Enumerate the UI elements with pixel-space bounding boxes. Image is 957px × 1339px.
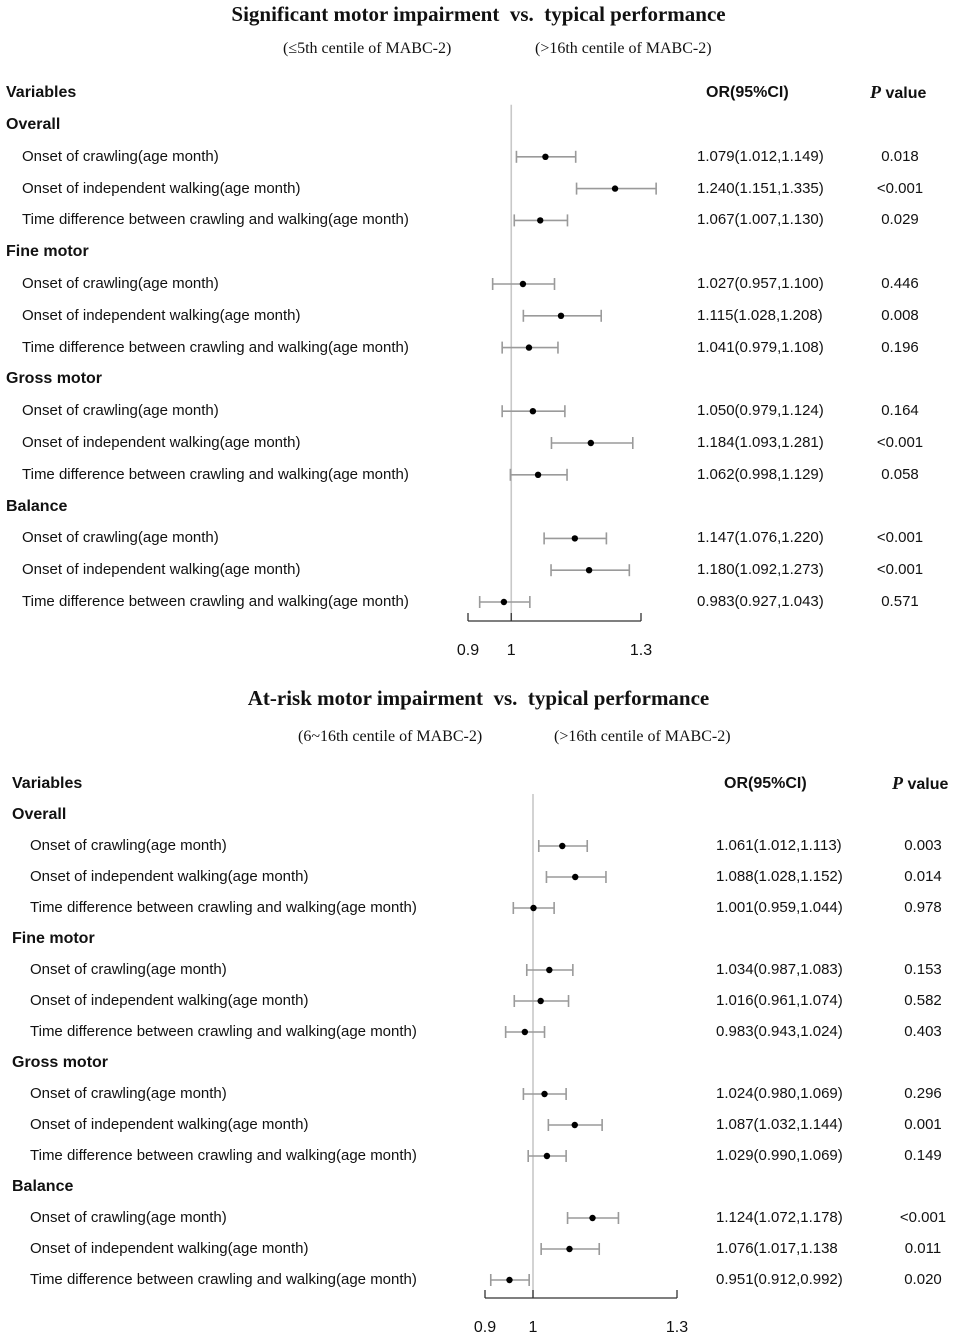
p-value: 0.164 [881, 402, 919, 420]
variable-label: Time difference between crawling and walking(age month) [30, 1271, 417, 1288]
p-value: 0.153 [904, 961, 942, 978]
p-value: 0.571 [881, 593, 919, 610]
odds-ratio-point [589, 1215, 595, 1221]
odds-ratio-point [530, 905, 536, 911]
group-heading-fine-motor: Fine motor [12, 930, 95, 947]
variable-label: Time difference between crawling and walking(age month) [30, 1147, 417, 1164]
p-value-suffix: value [881, 85, 927, 102]
p-value-suffix: value [903, 776, 949, 793]
column-header-variables: Variables [6, 84, 77, 101]
or-ci-value: 1.027(0.957,1.100) [697, 275, 824, 292]
p-italic: P [870, 82, 881, 102]
variable-label: Onset of independent walking(age month) [30, 868, 309, 885]
p-value: 0.003 [904, 837, 942, 854]
or-ci-value: 1.076(1.017,1.138 [716, 1240, 838, 1257]
p-value: <0.001 [899, 1209, 947, 1226]
p-value: 0.403 [904, 1023, 942, 1040]
x-tick-label: 1 [528, 1319, 538, 1336]
p-value: 0.014 [904, 868, 942, 885]
p-value: 0.978 [904, 899, 942, 916]
or-ci-value: 0.983(0.927,1.043) [697, 593, 824, 610]
odds-ratio-point [572, 874, 578, 880]
or-ci-value: 1.067(1.007,1.130) [697, 211, 824, 229]
or-ci-value: 1.034(0.987,1.083) [716, 961, 843, 978]
or-ci-value: 1.024(0.980,1.069) [716, 1085, 843, 1102]
or-ci-value: 1.062(0.998,1.129) [697, 465, 824, 483]
variable-label: Time difference between crawling and walking(age month) [22, 338, 409, 356]
column-header-or-ci: OR(95%CI) [706, 84, 789, 101]
p-value: 0.018 [881, 147, 919, 165]
variable-label: Onset of independent walking(age month) [22, 179, 301, 197]
p-value: 0.582 [904, 992, 942, 1009]
group-heading-overall: Overall [6, 116, 61, 133]
x-tick-label: 1.3 [665, 1319, 689, 1336]
or-ci-value: 0.951(0.912,0.992) [716, 1271, 843, 1288]
or-ci-value: 1.240(1.151,1.335) [697, 179, 824, 197]
or-ci-value: 1.147(1.076,1.220) [697, 529, 824, 547]
or-ci-value: 1.087(1.032,1.144) [716, 1116, 843, 1133]
or-ci-value: 1.050(0.979,1.124) [697, 402, 824, 420]
p-value: 0.058 [881, 465, 919, 483]
or-ci-value: 1.016(0.961,1.074) [716, 992, 843, 1009]
p-value: 0.011 [904, 1240, 942, 1257]
or-ci-value: 1.029(0.990,1.069) [716, 1147, 843, 1164]
x-tick-label: 1 [506, 642, 516, 659]
variable-label: Onset of independent walking(age month) [22, 306, 301, 324]
variable-label: Onset of crawling(age month) [30, 837, 227, 854]
or-ci-value: 1.115(1.028,1.208) [697, 306, 823, 324]
odds-ratio-point [566, 1246, 572, 1252]
variable-label: Onset of crawling(age month) [30, 1209, 227, 1226]
variable-label: Time difference between crawling and walking(age month) [22, 211, 409, 229]
variable-label: Time difference between crawling and walking(age month) [22, 465, 409, 483]
or-ci-value: 1.041(0.979,1.108) [697, 338, 824, 356]
or-ci-value: 1.180(1.092,1.273) [697, 561, 824, 579]
column-header-or-ci: OR(95%CI) [724, 775, 807, 792]
group-heading-gross-motor: Gross motor [12, 1054, 109, 1071]
p-value: 0.008 [881, 306, 919, 324]
p-value: 0.196 [881, 338, 919, 356]
p-value: 0.020 [904, 1271, 942, 1288]
variable-label: Onset of independent walking(age month) [30, 992, 309, 1009]
variable-label: Onset of crawling(age month) [30, 961, 227, 978]
variable-label: Onset of independent walking(age month) [22, 434, 301, 451]
group-heading-balance: Balance [12, 1178, 74, 1195]
variable-label: Onset of crawling(age month) [22, 402, 219, 420]
or-ci-value: 1.124(1.072,1.178) [716, 1209, 843, 1226]
variable-label: Onset of crawling(age month) [30, 1085, 227, 1102]
odds-ratio-point [544, 1153, 550, 1159]
p-value: <0.001 [876, 561, 924, 579]
or-ci-value: 1.061(1.012,1.113) [716, 837, 842, 854]
odds-ratio-point [546, 967, 552, 973]
odds-ratio-point [541, 1091, 547, 1097]
reference-group-label: (>16th centile of MABC-2) [535, 40, 712, 57]
chart-title: At-risk motor impairment vs. typical performance [247, 686, 710, 710]
p-value: <0.001 [876, 179, 924, 197]
x-tick-label: 0.9 [456, 642, 480, 659]
variable-label: Time difference between crawling and walking(age month) [30, 899, 417, 916]
or-ci-value: 1.079(1.012,1.149) [697, 147, 824, 165]
p-value: 0.149 [904, 1147, 942, 1164]
or-ci-value: 1.184(1.093,1.281) [697, 434, 824, 451]
variable-label: Time difference between crawling and walking(age month) [30, 1023, 417, 1040]
variable-label: Time difference between crawling and walking(age month) [22, 593, 409, 610]
or-ci-value: 1.088(1.028,1.152) [716, 868, 843, 885]
variable-label: Onset of independent walking(age month) [30, 1116, 309, 1133]
x-tick-label: 1.3 [629, 642, 653, 659]
odds-ratio-point [537, 998, 543, 1004]
odds-ratio-point [572, 1122, 578, 1128]
odds-ratio-point [559, 843, 565, 849]
p-value: 0.001 [904, 1116, 942, 1133]
reference-group-label: (>16th centile of MABC-2) [554, 728, 731, 745]
variable-label: Onset of crawling(age month) [22, 529, 219, 547]
variable-label: Onset of crawling(age month) [22, 275, 219, 292]
comparison-group-label: (≤5th centile of MABC-2) [283, 40, 452, 57]
comparison-group-label: (6~16th centile of MABC-2) [298, 728, 483, 745]
variable-label: Onset of crawling(age month) [22, 147, 219, 165]
variable-label: Onset of independent walking(age month) [22, 561, 301, 579]
p-value: <0.001 [876, 529, 924, 547]
p-value: 0.296 [904, 1085, 942, 1102]
p-value: 0.029 [881, 211, 919, 229]
odds-ratio-point [506, 1277, 512, 1283]
group-heading-overall: Overall [12, 806, 67, 823]
group-heading-gross-motor: Gross motor [6, 370, 103, 388]
x-tick-label: 0.9 [473, 1319, 497, 1336]
or-ci-value: 0.983(0.943,1.024) [716, 1023, 843, 1040]
odds-ratio-point [522, 1029, 528, 1035]
group-heading-balance: Balance [6, 497, 68, 515]
p-italic: P [892, 773, 903, 793]
chart-title: Significant motor impairment vs. typical performance [231, 2, 726, 26]
p-value: <0.001 [876, 434, 924, 451]
or-ci-value: 1.001(0.959,1.044) [716, 899, 843, 916]
group-heading-fine-motor: Fine motor [6, 243, 89, 261]
p-value: 0.446 [881, 275, 919, 292]
column-header-variables: Variables [12, 775, 83, 792]
variable-label: Onset of independent walking(age month) [30, 1240, 309, 1257]
